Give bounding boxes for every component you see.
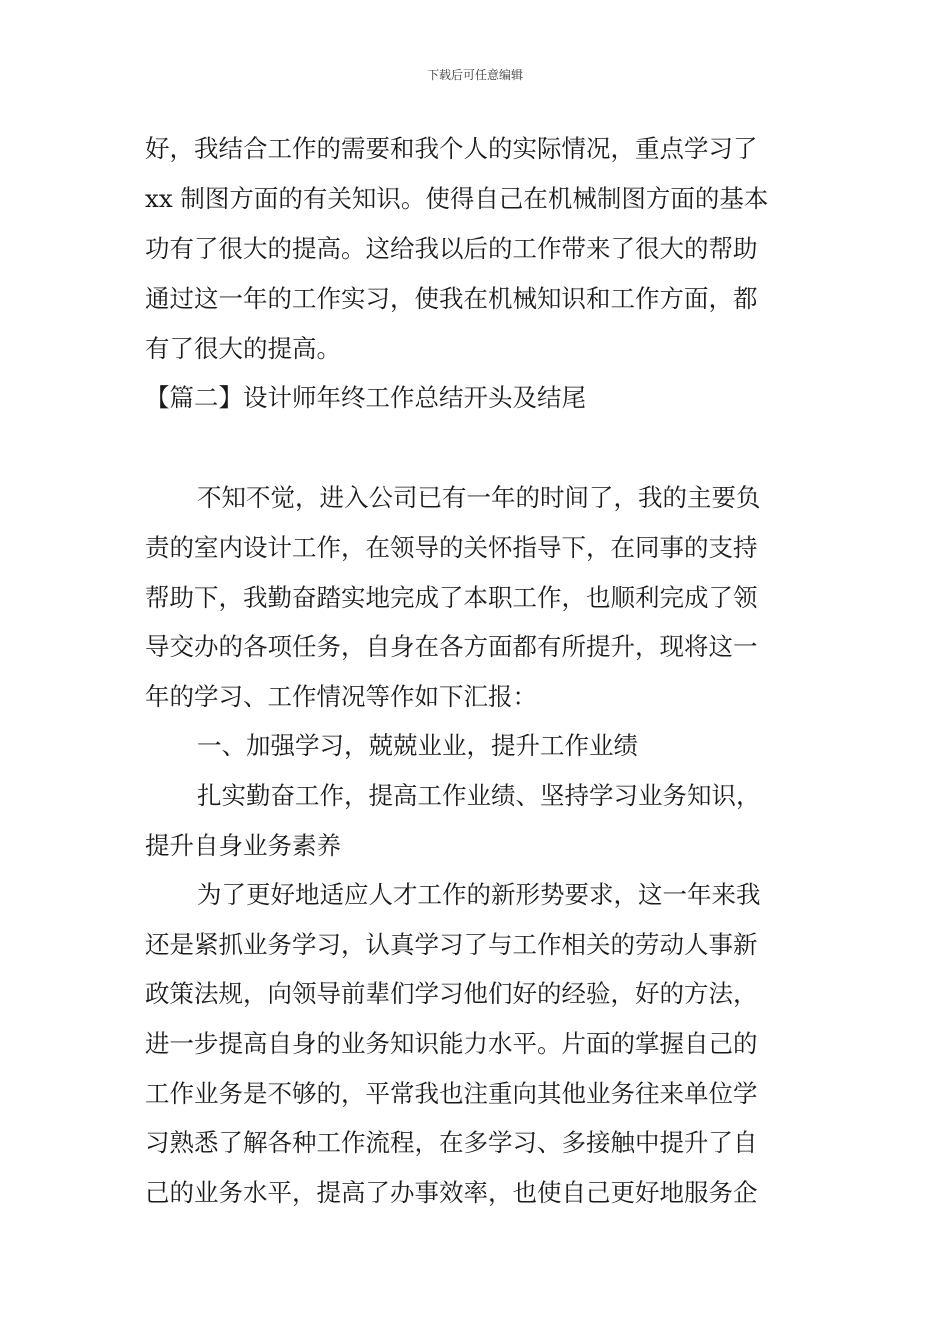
section-heading: 【篇二】设计师年终工作总结开头及结尾 bbox=[145, 383, 586, 412]
paragraph-line: 为了更好地适应人才工作的新形势要求，这一年来我 bbox=[197, 880, 761, 909]
page-header: 下载后可任意编辑 bbox=[426, 68, 523, 82]
paragraph-line: 习熟悉了解各种工作流程，在多学习、多接触中提升了自 bbox=[145, 1128, 758, 1157]
paragraph-line: 进一步提高自身的业务知识能力水平。片面的掌握自己的 bbox=[145, 1029, 758, 1058]
paragraph-line: 年的学习、工作情况等作如下汇报： bbox=[145, 682, 537, 711]
paragraph-line: 还是紧抓业务学习，认真学习了与工作相关的劳动人事新 bbox=[145, 930, 758, 959]
paragraph-line: 通过这一年的工作实习，使我在机械知识和工作方面，都 bbox=[145, 284, 758, 313]
paragraph-line: 好，我结合工作的需要和我个人的实际情况，重点学习了 bbox=[145, 134, 758, 163]
paragraph-line: 功有了很大的提高。这给我以后的工作带来了很大的帮助 bbox=[145, 234, 758, 263]
subheading: 一、加强学习，兢兢业业，提升工作业绩 bbox=[197, 731, 638, 760]
paragraph-line: xx 制图方面的有关知识。使得自己在机械制图方面的基本 bbox=[145, 184, 769, 213]
paragraph-line: 工作业务是不够的，平常我也注重向其他业务往来单位学 bbox=[145, 1079, 758, 1108]
paragraph-line: 己的业务水平，提高了办事效率，也使自己更好地服务企 bbox=[145, 1178, 758, 1207]
paragraph-line: 有了很大的提高。 bbox=[145, 334, 341, 363]
paragraph-line: 导交办的各项任务，自身在各方面都有所提升，现将这一 bbox=[145, 632, 758, 661]
paragraph-line: 不知不觉，进入公司已有一年的时间了，我的主要负 bbox=[197, 483, 761, 512]
paragraph-line: 责的室内设计工作，在领导的关怀指导下，在同事的支持 bbox=[145, 533, 758, 562]
paragraph-line: 提升自身业务素养 bbox=[145, 831, 341, 860]
paragraph-line: 帮助下，我勤奋踏实地完成了本职工作，也顺利完成了领 bbox=[145, 583, 758, 612]
paragraph-line: 扎实勤奋工作，提高工作业绩、坚持学习业务知识， bbox=[197, 781, 761, 810]
paragraph-line: 政策法规，向领导前辈们学习他们好的经验，好的方法， bbox=[145, 979, 758, 1008]
